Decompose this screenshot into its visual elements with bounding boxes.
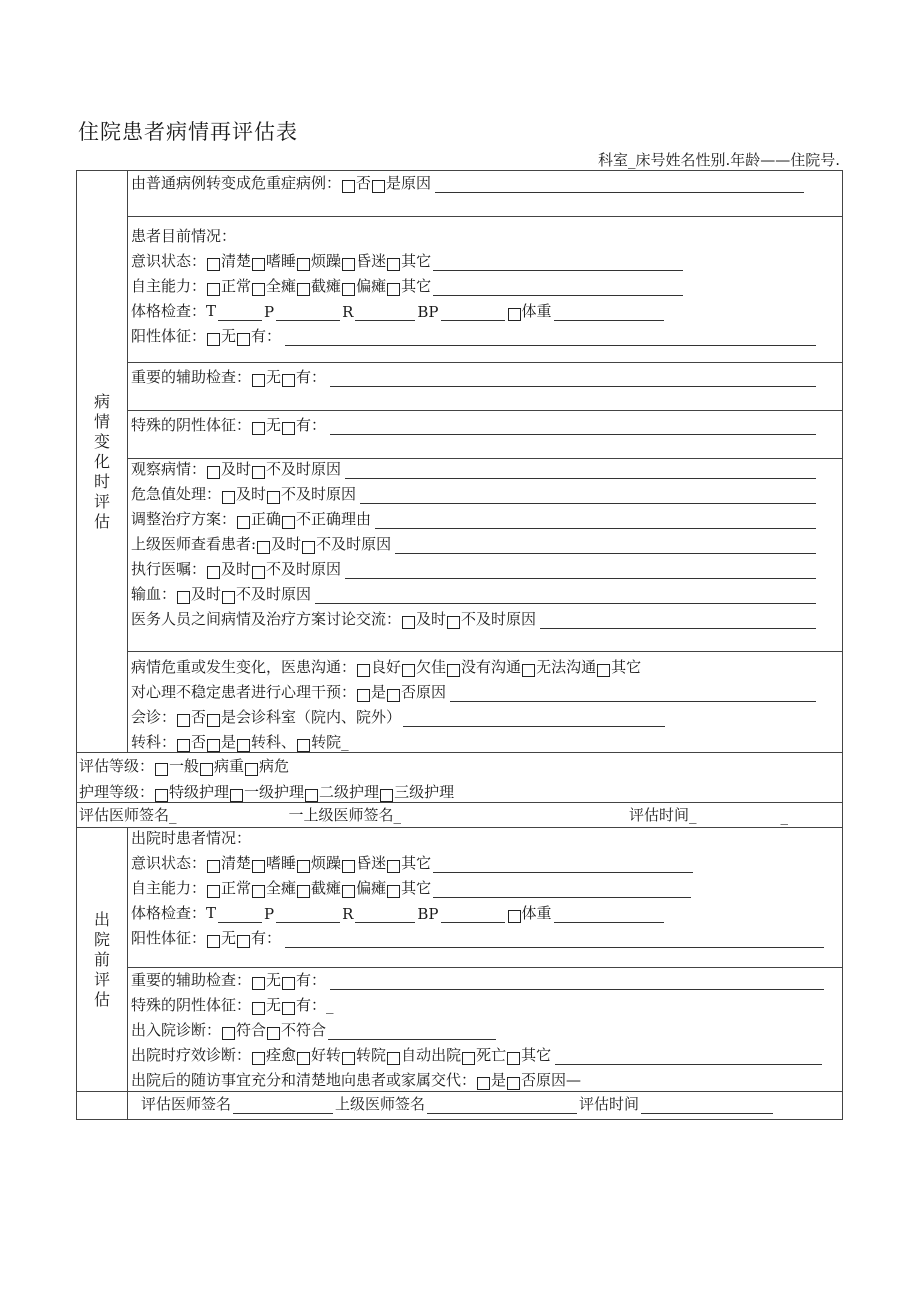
opt: 是会诊科室（院内、院外）: [221, 708, 402, 726]
opt: 否原因—: [521, 1071, 582, 1089]
checkbox[interactable]: [237, 516, 250, 529]
checkbox[interactable]: [507, 1077, 520, 1090]
checkbox[interactable]: [252, 258, 265, 271]
opt: 其它: [401, 277, 432, 295]
positive-field[interactable]: [285, 932, 824, 948]
checkbox[interactable]: [507, 1052, 520, 1065]
checkbox[interactable]: [222, 1027, 235, 1040]
opt: 无: [266, 971, 282, 989]
negative-row: [128, 411, 843, 459]
opt: 是: [491, 1071, 507, 1089]
checkbox[interactable]: [257, 541, 270, 554]
observe-label: 观察病情：: [131, 460, 207, 478]
weight-field[interactable]: [554, 907, 664, 923]
r-field[interactable]: [355, 907, 415, 923]
aux-label: 重要的辅助检查：: [131, 971, 252, 989]
opt: 不符合: [281, 1021, 327, 1039]
signature-row-1: [77, 803, 843, 828]
checkbox[interactable]: [267, 1027, 280, 1040]
reason-field[interactable]: [540, 613, 816, 629]
opt: 截瘫: [311, 879, 342, 897]
opt: 截瘫: [311, 277, 342, 295]
followup-label: 出院后的随访事宜充分和清楚地向患者或家属交代：: [131, 1071, 477, 1089]
opt: 转院: [356, 1046, 387, 1064]
opt: 及时: [221, 460, 252, 478]
opt: 无法沟通: [536, 658, 597, 676]
weight-field[interactable]: [554, 305, 664, 321]
weight-label: 体重: [521, 302, 552, 320]
checkbox[interactable]: [282, 422, 295, 435]
communication-cell: [128, 652, 843, 753]
checkbox[interactable]: [237, 739, 250, 752]
checkbox[interactable]: [297, 258, 310, 271]
opt: 是: [371, 683, 387, 701]
opt: 否: [191, 733, 207, 751]
signature-row-2: [128, 1092, 843, 1120]
adjust-label: 调整治疗方案：: [131, 510, 237, 528]
effect-label: 出院时疗效诊断：: [131, 1046, 252, 1064]
opt: 无: [266, 368, 282, 386]
opt: 病重: [214, 757, 245, 775]
comm-label: 病情危重或发生变化，医患沟通：: [131, 658, 357, 676]
checkbox[interactable]: [222, 591, 235, 604]
transfusion-label: 输血：: [131, 585, 177, 603]
checkbox[interactable]: [297, 860, 310, 873]
opt: 其它: [521, 1046, 552, 1064]
opt-no: 否: [356, 174, 372, 192]
aux-field[interactable]: [330, 371, 816, 387]
checkbox[interactable]: [207, 283, 220, 296]
consciousness-label: 意识状态：: [131, 854, 207, 872]
section-label-change: [77, 171, 128, 753]
checkbox[interactable]: [302, 541, 315, 554]
checkbox[interactable]: [177, 591, 190, 604]
form-title: 住院患者病情再评估表: [78, 120, 298, 144]
opt: 无: [221, 929, 237, 947]
opt: 昏迷: [356, 252, 387, 270]
other-field[interactable]: [433, 255, 683, 271]
superior-sign-field[interactable]: [427, 1098, 577, 1114]
opt: 有：: [251, 327, 282, 345]
checkbox[interactable]: [155, 789, 168, 802]
checkbox[interactable]: [508, 308, 521, 321]
other-field[interactable]: [433, 857, 693, 873]
opt: 是: [221, 733, 237, 751]
checkbox[interactable]: [237, 333, 250, 346]
opt: 无: [266, 996, 282, 1014]
section-label-text: 出院前评估: [93, 909, 110, 1009]
checkbox[interactable]: [267, 491, 280, 504]
checkbox[interactable]: [297, 739, 310, 752]
opt: 及时: [271, 535, 302, 553]
current-title: 患者目前情况：: [131, 227, 237, 245]
opt: 烦躁: [311, 854, 342, 872]
opt: 及时: [416, 610, 447, 628]
opt: 否原因: [401, 683, 447, 701]
doctor-sign-label: 评估医师签名: [141, 1095, 232, 1113]
checkbox[interactable]: [342, 1052, 355, 1065]
section-label-discharge: [77, 828, 128, 1092]
opt: 全瘫: [266, 277, 297, 295]
consult-label: 会诊：: [131, 708, 177, 726]
aux-label: 重要的辅助检查：: [131, 368, 252, 386]
patient-header-info: 科室_床号姓名性别.年龄——住院号.: [597, 151, 840, 169]
r-field[interactable]: [355, 305, 415, 321]
checkbox[interactable]: [297, 1052, 310, 1065]
checkbox[interactable]: [177, 714, 190, 727]
negative-field[interactable]: [330, 419, 816, 435]
checkbox[interactable]: [207, 885, 220, 898]
checkbox[interactable]: [207, 860, 220, 873]
bp-label: BP: [417, 303, 439, 321]
checkbox[interactable]: [237, 935, 250, 948]
r-label: R: [342, 303, 354, 321]
negative-label: 特殊的阴性体征：: [131, 996, 252, 1014]
checkbox[interactable]: [155, 763, 168, 776]
opt: 全瘫: [266, 879, 297, 897]
checkbox[interactable]: [387, 258, 400, 271]
checkbox[interactable]: [387, 1052, 400, 1065]
opt: 其它: [401, 854, 432, 872]
opt: 病危: [259, 757, 290, 775]
bp-label: BP: [417, 905, 439, 923]
checkbox[interactable]: [245, 763, 258, 776]
checkbox[interactable]: [477, 1077, 490, 1090]
checkbox[interactable]: [207, 739, 220, 752]
checkbox[interactable]: [447, 664, 460, 677]
opt: 痊愈: [266, 1046, 297, 1064]
checkbox[interactable]: [462, 1052, 475, 1065]
checkbox[interactable]: [282, 1002, 295, 1015]
bp-field[interactable]: [441, 907, 505, 923]
time-end: _: [780, 807, 789, 825]
opt-yes-reason: 是原因: [386, 174, 432, 192]
opt: 清楚: [221, 252, 252, 270]
opt: 有：: [296, 416, 327, 434]
opt: 良好: [371, 658, 402, 676]
opt: 死亡: [476, 1046, 507, 1064]
r-label: R: [342, 905, 354, 923]
opt: 没有沟通: [461, 658, 522, 676]
reason-field[interactable]: [450, 686, 816, 702]
checkbox[interactable]: [207, 333, 220, 346]
checkbox[interactable]: [252, 1002, 265, 1015]
grade-cell: [77, 753, 843, 803]
opt: 正常: [221, 277, 252, 295]
opt: 不及时原因: [266, 460, 342, 478]
signature-row-2-blank: [77, 1092, 128, 1120]
checkbox[interactable]: [342, 860, 355, 873]
p-label: P: [264, 905, 275, 923]
opt: 偏瘫: [356, 879, 387, 897]
care-label: 护理等级：: [79, 783, 155, 801]
opt: 正常: [221, 879, 252, 897]
opt: 否: [191, 708, 207, 726]
diagnosis-label: 出入院诊断：: [131, 1021, 222, 1039]
opt: 昏迷: [356, 854, 387, 872]
opt: 其它: [401, 252, 432, 270]
positive-label: 阳性体征：: [131, 929, 207, 947]
checkbox[interactable]: [522, 664, 535, 677]
checkbox[interactable]: [282, 516, 295, 529]
exam-label: 体格检查：T: [131, 904, 217, 922]
reason-field[interactable]: [345, 563, 816, 579]
opt: 自动出院: [401, 1046, 462, 1064]
opt: 有：_: [296, 996, 334, 1014]
consciousness-label: 意识状态：: [131, 252, 207, 270]
checkbox[interactable]: [252, 1052, 265, 1065]
opt: 有：: [296, 368, 327, 386]
checkbox[interactable]: [207, 258, 220, 271]
checkbox[interactable]: [252, 885, 265, 898]
checkbox[interactable]: [387, 860, 400, 873]
p-field[interactable]: [276, 305, 340, 321]
opt: 欠佳: [416, 658, 447, 676]
reason-field[interactable]: [435, 177, 804, 193]
critical-label: 危急值处理：: [131, 485, 222, 503]
bp-field[interactable]: [441, 305, 505, 321]
opt: 有：: [296, 971, 327, 989]
opt: 不及时原因: [236, 585, 312, 603]
discharge-title: 出院时患者情况：: [131, 829, 252, 847]
checkbox[interactable]: [357, 664, 370, 677]
opt: 嗜睡: [266, 854, 297, 872]
checkbox[interactable]: [387, 689, 400, 702]
superior-sign-label: 一上级医师签名_: [288, 806, 402, 824]
opt: 正确: [251, 510, 282, 528]
time-label: 评估时间: [579, 1095, 640, 1113]
checkbox[interactable]: [207, 714, 220, 727]
discharge-detail-cell: [128, 968, 843, 1092]
checkbox[interactable]: [177, 739, 190, 752]
checkbox[interactable]: [252, 374, 265, 387]
checkbox[interactable]: [252, 566, 265, 579]
opt: 其它: [611, 658, 642, 676]
checkbox[interactable]: [387, 885, 400, 898]
autonomy-label: 自主能力：: [131, 879, 207, 897]
assessment-table: [76, 170, 843, 1120]
checkbox[interactable]: [342, 283, 355, 296]
checkbox[interactable]: [380, 789, 393, 802]
checkbox[interactable]: [207, 935, 220, 948]
opt: 不及时原因: [316, 535, 392, 553]
checkbox[interactable]: [387, 283, 400, 296]
opt: 三级护理: [394, 783, 455, 801]
checkbox[interactable]: [402, 664, 415, 677]
transfer-label: 转科：: [131, 733, 177, 751]
checkbox[interactable]: [342, 258, 355, 271]
opt: 一级护理: [244, 783, 305, 801]
opt: 嗜睡: [266, 252, 297, 270]
positive-label: 阳性体征：: [131, 327, 207, 345]
process-cell: [128, 459, 843, 652]
checkbox[interactable]: [297, 885, 310, 898]
opt: 二级护理: [319, 783, 380, 801]
weight-label: 体重: [521, 904, 552, 922]
checkbox[interactable]: [252, 283, 265, 296]
checkbox[interactable]: [252, 860, 265, 873]
checkbox[interactable]: [357, 689, 370, 702]
opt: 偏瘫: [356, 277, 387, 295]
checkbox[interactable]: [342, 885, 355, 898]
checkbox[interactable]: [207, 466, 220, 479]
consult-field[interactable]: [403, 711, 665, 727]
checkbox[interactable]: [447, 616, 460, 629]
effect-field[interactable]: [555, 1049, 822, 1065]
opt: 特级护理: [169, 783, 230, 801]
opt: 清楚: [221, 854, 252, 872]
opt: 及时: [236, 485, 267, 503]
negative-label: 特殊的阴性体征：: [131, 416, 252, 434]
opt: 及时: [191, 585, 222, 603]
discharge-status-cell: [128, 828, 843, 968]
transfer-question: 由普通病例转变成危重症病例：: [131, 174, 342, 192]
superior-label: 上级医师查看患者:: [131, 535, 257, 553]
opt: 不及时原因: [266, 560, 342, 578]
doctor-sign-label: 评估医师签名_: [79, 806, 177, 824]
autonomy-label: 自主能力：: [131, 277, 207, 295]
opt: 有：: [251, 929, 282, 947]
doctor-sign-field[interactable]: [233, 1098, 333, 1114]
opt: 其它: [401, 879, 432, 897]
diagnosis-field[interactable]: [328, 1024, 496, 1040]
reason-field[interactable]: [375, 513, 816, 529]
checkbox[interactable]: [508, 910, 521, 923]
opt: 好转: [311, 1046, 342, 1064]
checkbox[interactable]: [282, 977, 295, 990]
other-field[interactable]: [433, 882, 691, 898]
execute-label: 执行医嘱：: [131, 560, 207, 578]
opt: 不及时原因: [461, 610, 537, 628]
time-field[interactable]: [641, 1098, 773, 1114]
opt: 及时: [221, 560, 252, 578]
reason-field[interactable]: [395, 538, 816, 554]
superior-sign-label: 上级医师签名: [335, 1095, 426, 1113]
t-field[interactable]: [218, 907, 262, 923]
checkbox[interactable]: [282, 374, 295, 387]
checkbox[interactable]: [297, 283, 310, 296]
assess-label: 评估等级：: [79, 757, 155, 775]
checkbox-no[interactable]: [342, 180, 355, 193]
reason-field[interactable]: [315, 588, 816, 604]
checkbox-yes[interactable]: [372, 180, 385, 193]
reason-field[interactable]: [345, 463, 816, 479]
opt: 不正确理由: [296, 510, 372, 528]
p-label: P: [264, 303, 275, 321]
aux-row: [128, 363, 843, 411]
checkbox[interactable]: [252, 977, 265, 990]
checkbox[interactable]: [222, 491, 235, 504]
checkbox[interactable]: [230, 789, 243, 802]
aux-field[interactable]: [330, 974, 824, 990]
opt: 无: [221, 327, 237, 345]
checkbox[interactable]: [305, 789, 318, 802]
checkbox[interactable]: [252, 422, 265, 435]
section-label-text: 病情变化时评估: [93, 391, 110, 531]
opt: 符合: [236, 1021, 267, 1039]
exam-label: 体格检查：T: [131, 302, 217, 320]
psych-label: 对心理不稳定患者进行心理干预：: [131, 683, 357, 701]
opt: 无: [266, 416, 282, 434]
opt: 转科、: [251, 733, 297, 751]
opt: 转院_: [311, 733, 349, 751]
reason-field[interactable]: [360, 488, 816, 504]
checkbox[interactable]: [207, 566, 220, 579]
current-status-cell: [128, 217, 843, 363]
checkbox[interactable]: [252, 466, 265, 479]
opt: 烦躁: [311, 252, 342, 270]
time-label: 评估时间_: [629, 806, 697, 824]
other-field[interactable]: [433, 280, 683, 296]
checkbox[interactable]: [597, 664, 610, 677]
p-field[interactable]: [276, 907, 340, 923]
opt: 一般: [169, 757, 200, 775]
opt: 不及时原因: [281, 485, 357, 503]
checkbox[interactable]: [200, 763, 213, 776]
t-field[interactable]: [218, 305, 262, 321]
transfer-row: [128, 171, 843, 217]
positive-field[interactable]: [285, 330, 816, 346]
discuss-label: 医务人员之间病情及治疗方案讨论交流：: [131, 610, 402, 628]
checkbox[interactable]: [402, 616, 415, 629]
